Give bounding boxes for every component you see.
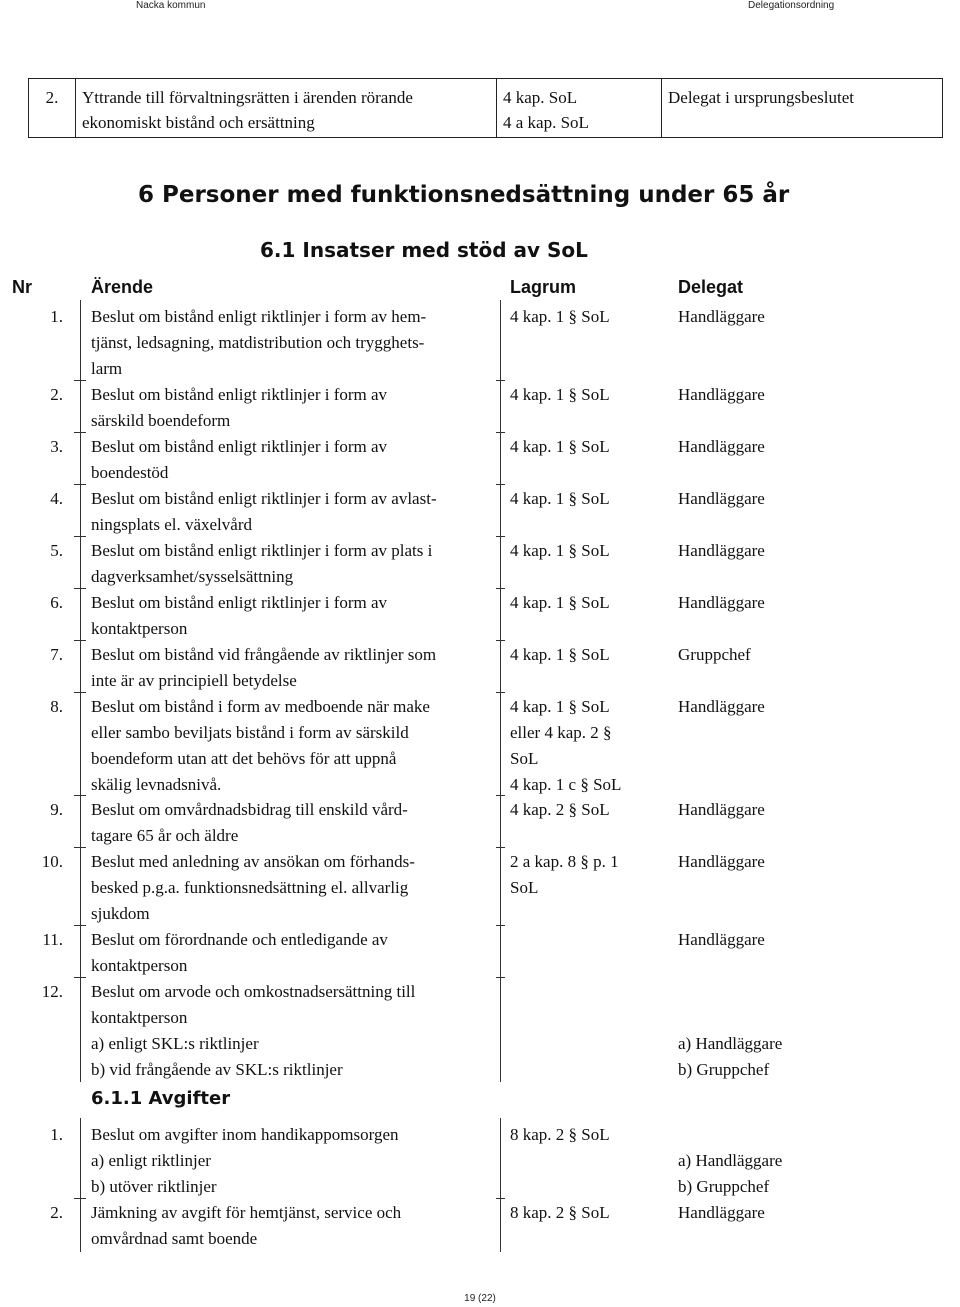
row-arende [91,590,486,642]
row-delegat [678,1122,938,1200]
row-lagrum [510,304,660,330]
row-lagrum-line: 4 kap. 1 § SoL [510,541,610,560]
row-lagrum [510,1122,660,1148]
row-delegat [678,304,938,330]
column-header-nr: Nr [12,277,33,297]
row-lagrum-line: SoL [510,878,539,897]
row-arende-line: tjänst, ledsagning, matdistribution och trygghets- [91,333,425,352]
row-lagrum-line: 4 kap. 1 § SoL [510,645,610,664]
row-lagrum [510,797,660,823]
column-header-delegat: Delegat [678,277,744,297]
row-lagrum [510,434,660,460]
row-arende [91,382,486,434]
row-delegat-line: Handläggare [678,852,765,871]
row-delegat [678,694,938,720]
row-delegat-line: Handläggare [678,800,765,819]
row-number: 2. [50,385,63,404]
page-number: 19 (22) [464,1293,496,1304]
row-delegat [678,797,938,823]
row-arende [91,642,486,694]
row-number: 5. [50,541,63,560]
row-arende-line: a) enligt riktlinjer [91,1151,211,1170]
row-arende-line: Beslut om arvode och omkostnadsersättning till [91,982,416,1001]
row-arende-line: Yttrande till förvaltningsrätten i ärenden rörande [82,88,413,107]
row-delegat-line: Handläggare [678,385,765,404]
column-divider [80,1118,81,1252]
row-delegat [678,382,938,408]
row-lagrum-line: 4 kap. 1 § SoL [510,593,610,612]
row-lagrum [510,538,660,564]
row-delegat-line: a) Handläggare [678,1034,783,1053]
row-delegat [678,538,938,564]
row-delegat [678,590,938,616]
row-lagrum-line: 4 kap. 1 § SoL [510,437,610,456]
row-arende-line: Beslut om bistånd enligt riktlinjer i form av [91,385,388,404]
subsection2-title: 6.1.1 Avgifter [91,1088,231,1109]
row-number: 10. [41,852,63,871]
row-delegat-line: a) Handläggare [678,1151,783,1170]
row-delegat [678,642,938,668]
table-row [29,79,943,138]
row-number: 2. [29,79,76,138]
row-delegat-line [678,1122,938,1148]
row-lagrum-line: 4 kap. 1 c § SoL [510,775,622,794]
row-arende-line: Beslut om bistånd enligt riktlinjer i form av [91,593,388,612]
row-arende-line: Beslut om omvårdnadsbidrag till enskild vård- [91,800,408,819]
row-delegat-line: Handläggare [678,1203,765,1222]
row-arende-line: a) enligt SKL:s riktlinjer [91,1034,259,1053]
row-arende-line: kontaktperson [91,619,188,638]
row-arende-line: skälig levnadsnivå. [91,775,222,794]
row-delegat-line: Handläggare [678,697,765,716]
row-arende-line: tagare 65 år och äldre [91,826,239,845]
header-right: Delegationsordning [748,0,835,11]
row-number: 8. [50,697,63,716]
section-title: 6 Personer med funktionsnedsättning under 65 år [138,182,790,208]
row-arende-line: ekonomiskt bistånd och ersättning [82,113,315,132]
row-lagrum [510,694,660,798]
continuation-table [28,78,943,138]
row-delegat-line: Handläggare [678,437,765,456]
row-arende-line: omvårdnad samt boende [91,1229,258,1248]
row-number: 9. [50,800,63,819]
row-lagrum [510,590,660,616]
row-lagrum [510,486,660,512]
row-delegat [678,979,938,1083]
row-arende-line: boendestöd [91,463,169,482]
row-arende [91,797,486,849]
row-lagrum-line: 4 kap. 1 § SoL [510,385,610,404]
row-arende-line: Beslut med anledning av ansökan om förhands- [91,852,415,871]
row-delegat [678,486,938,512]
row-arende-line: eller sambo beviljats bistånd i form av särskild [91,723,409,742]
row-delegat-line: Handläggare [678,307,765,326]
row-lagrum-line: eller 4 kap. 2 § [510,723,612,742]
row-arende [91,927,486,979]
row-lagrum [497,79,662,138]
row-lagrum-line: 4 kap. SoL [503,88,578,107]
row-lagrum-line: 2 a kap. 8 § p. 1 [510,852,619,871]
row-arende [91,1200,486,1252]
row-arende-line: besked p.g.a. funktionsnedsättning el. allvarlig [91,878,409,897]
row-delegat-line: Handläggare [678,541,765,560]
row-arende-line: Beslut om bistånd enligt riktlinjer i form av plats i [91,541,433,560]
row-delegat [678,927,938,953]
row-delegat-line [678,979,938,1005]
column-header-arende: Ärende [91,277,154,297]
row-arende [91,1122,486,1200]
row-delegat-line: Handläggare [678,930,765,949]
row-lagrum [510,382,660,408]
row-number: 6. [50,593,63,612]
row-lagrum-line: 4 a kap. SoL [503,113,589,132]
row-arende [91,849,486,927]
row-arende-line: Beslut om bistånd vid frångående av riktlinjer som [91,645,437,664]
header-left: Nacka kommun [136,0,206,11]
row-lagrum-line: 4 kap. 1 § SoL [510,489,610,508]
row-arende-line: Beslut om bistånd enligt riktlinjer i form av hem- [91,307,427,326]
row-number: 12. [41,982,63,1001]
row-arende-line: Beslut om förordnande och entledigande av [91,930,388,949]
row-number: 4. [50,489,63,508]
row-arende-line: b) vid frångående av SKL:s riktlinjer [91,1060,343,1079]
row-number: 1. [50,307,63,326]
row-arende [91,979,486,1083]
subsection-title: 6.1 Insatser med stöd av SoL [260,238,588,262]
row-arende-line: inte är av principiell betydelse [91,671,297,690]
row-delegat-line: b) Gruppchef [678,1060,770,1079]
row-arende-line: kontaktperson [91,956,188,975]
row-arende-line: Jämkning av avgift för hemtjänst, service och [91,1203,402,1222]
column-divider [500,1118,501,1252]
row-arende [91,434,486,486]
column-header-lagrum: Lagrum [510,277,577,297]
row-lagrum [510,849,660,901]
row-number: 1. [50,1125,63,1144]
row-arende [91,486,486,538]
row-lagrum [510,1200,660,1226]
row-delegat-line: Handläggare [678,489,765,508]
row-arende [91,694,486,798]
row-arende [76,79,497,138]
row-arende-line: dagverksamhet/sysselsättning [91,567,294,586]
row-arende-line: ningsplats el. växelvård [91,515,252,534]
row-lagrum-line: 8 kap. 2 § SoL [510,1125,610,1144]
row-lagrum-line: 4 kap. 1 § SoL [510,307,610,326]
row-arende [91,304,486,382]
row-lagrum-line: 4 kap. 2 § SoL [510,800,610,819]
row-lagrum-line: SoL [510,749,539,768]
row-delegat [678,1200,938,1226]
row-lagrum-line: 4 kap. 1 § SoL [510,697,610,716]
row-arende-line: Beslut om bistånd enligt riktlinjer i form av [91,437,388,456]
row-arende-line: särskild boendeform [91,411,231,430]
row-delegat-line [678,1005,938,1031]
row-arende-line: Beslut om bistånd i form av medboende när make [91,697,430,716]
row-lagrum [510,642,660,668]
row-arende-line: sjukdom [91,904,150,923]
row-arende-line: kontaktperson [91,1008,188,1027]
row-arende-line: larm [91,359,123,378]
row-number: 3. [50,437,63,456]
row-arende-line: boendeform utan att det behövs för att uppnå [91,749,397,768]
row-arende-line: Beslut om avgifter inom handikappomsorgen [91,1125,399,1144]
row-delegat-line: b) Gruppchef [678,1177,770,1196]
column-divider [500,300,501,1082]
row-delegat: Delegat i ursprungsbeslutet [662,79,943,138]
row-lagrum-line: 8 kap. 2 § SoL [510,1203,610,1222]
row-number: 7. [50,645,63,664]
column-divider [80,300,81,1082]
row-arende-line: b) utöver riktlinjer [91,1177,217,1196]
row-delegat-line: Gruppchef [678,645,751,664]
row-delegat-line: Handläggare [678,593,765,612]
row-arende-line: Beslut om bistånd enligt riktlinjer i form av avlast- [91,489,437,508]
row-number: 11. [42,930,63,949]
row-arende [91,538,486,590]
row-delegat [678,434,938,460]
row-number: 2. [50,1203,63,1222]
row-delegat [678,849,938,875]
